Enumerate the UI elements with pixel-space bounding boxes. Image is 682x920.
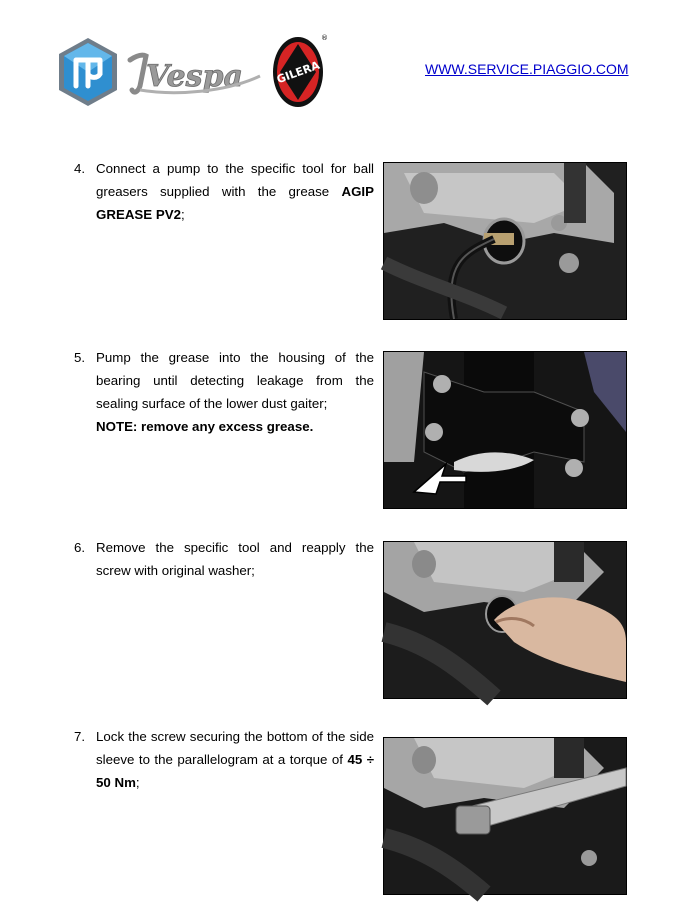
svg-text:®: ® xyxy=(321,34,328,42)
step-number: 6. xyxy=(74,540,86,555)
step-4 xyxy=(74,157,374,226)
step-6 xyxy=(74,536,374,582)
service-website-link[interactable]: WWW.SERVICE.PIAGGIO.COM xyxy=(425,61,629,77)
photo-grease-leakage xyxy=(383,351,627,509)
step-text: Remove the specific tool and reapply the screw with original washer; xyxy=(96,540,374,578)
gilera-logo xyxy=(270,30,326,110)
vespa-logo xyxy=(126,46,268,100)
step-number: 4. xyxy=(74,161,86,176)
piaggio-logo xyxy=(56,36,120,108)
step-5 xyxy=(74,346,374,438)
step-7 xyxy=(74,725,374,794)
step-text: Pump the grease into the housing of the bearing until detecting leakage from the sealing surface of the lower dust gaiter; NOTE: remove any excess grease. xyxy=(96,350,374,434)
photo-hand-screw xyxy=(383,541,627,699)
photo-torque-wrench xyxy=(383,737,627,895)
torque-value: 45 ÷ 50 Nm xyxy=(96,752,374,790)
step-number: 7. xyxy=(74,729,86,744)
step-text: Lock the screw securing the bottom of the side sleeve to the parallelogram at a torque of 45 ÷ 50 Nm; xyxy=(96,729,374,790)
note-text: NOTE: remove any excess grease. xyxy=(96,419,314,434)
grease-name: AGIP GREASE PV2 xyxy=(96,184,374,222)
vespa-wordmark: Vespa xyxy=(146,59,243,94)
page-header xyxy=(0,0,682,120)
step-number: 5. xyxy=(74,350,86,365)
photo-pump-tool xyxy=(383,162,627,320)
step-text: Connect a pump to the specific tool for ball greasers supplied with the grease AGIP GREASE PV2; xyxy=(96,161,374,222)
gilera-wordmark: GILERA xyxy=(274,58,322,87)
